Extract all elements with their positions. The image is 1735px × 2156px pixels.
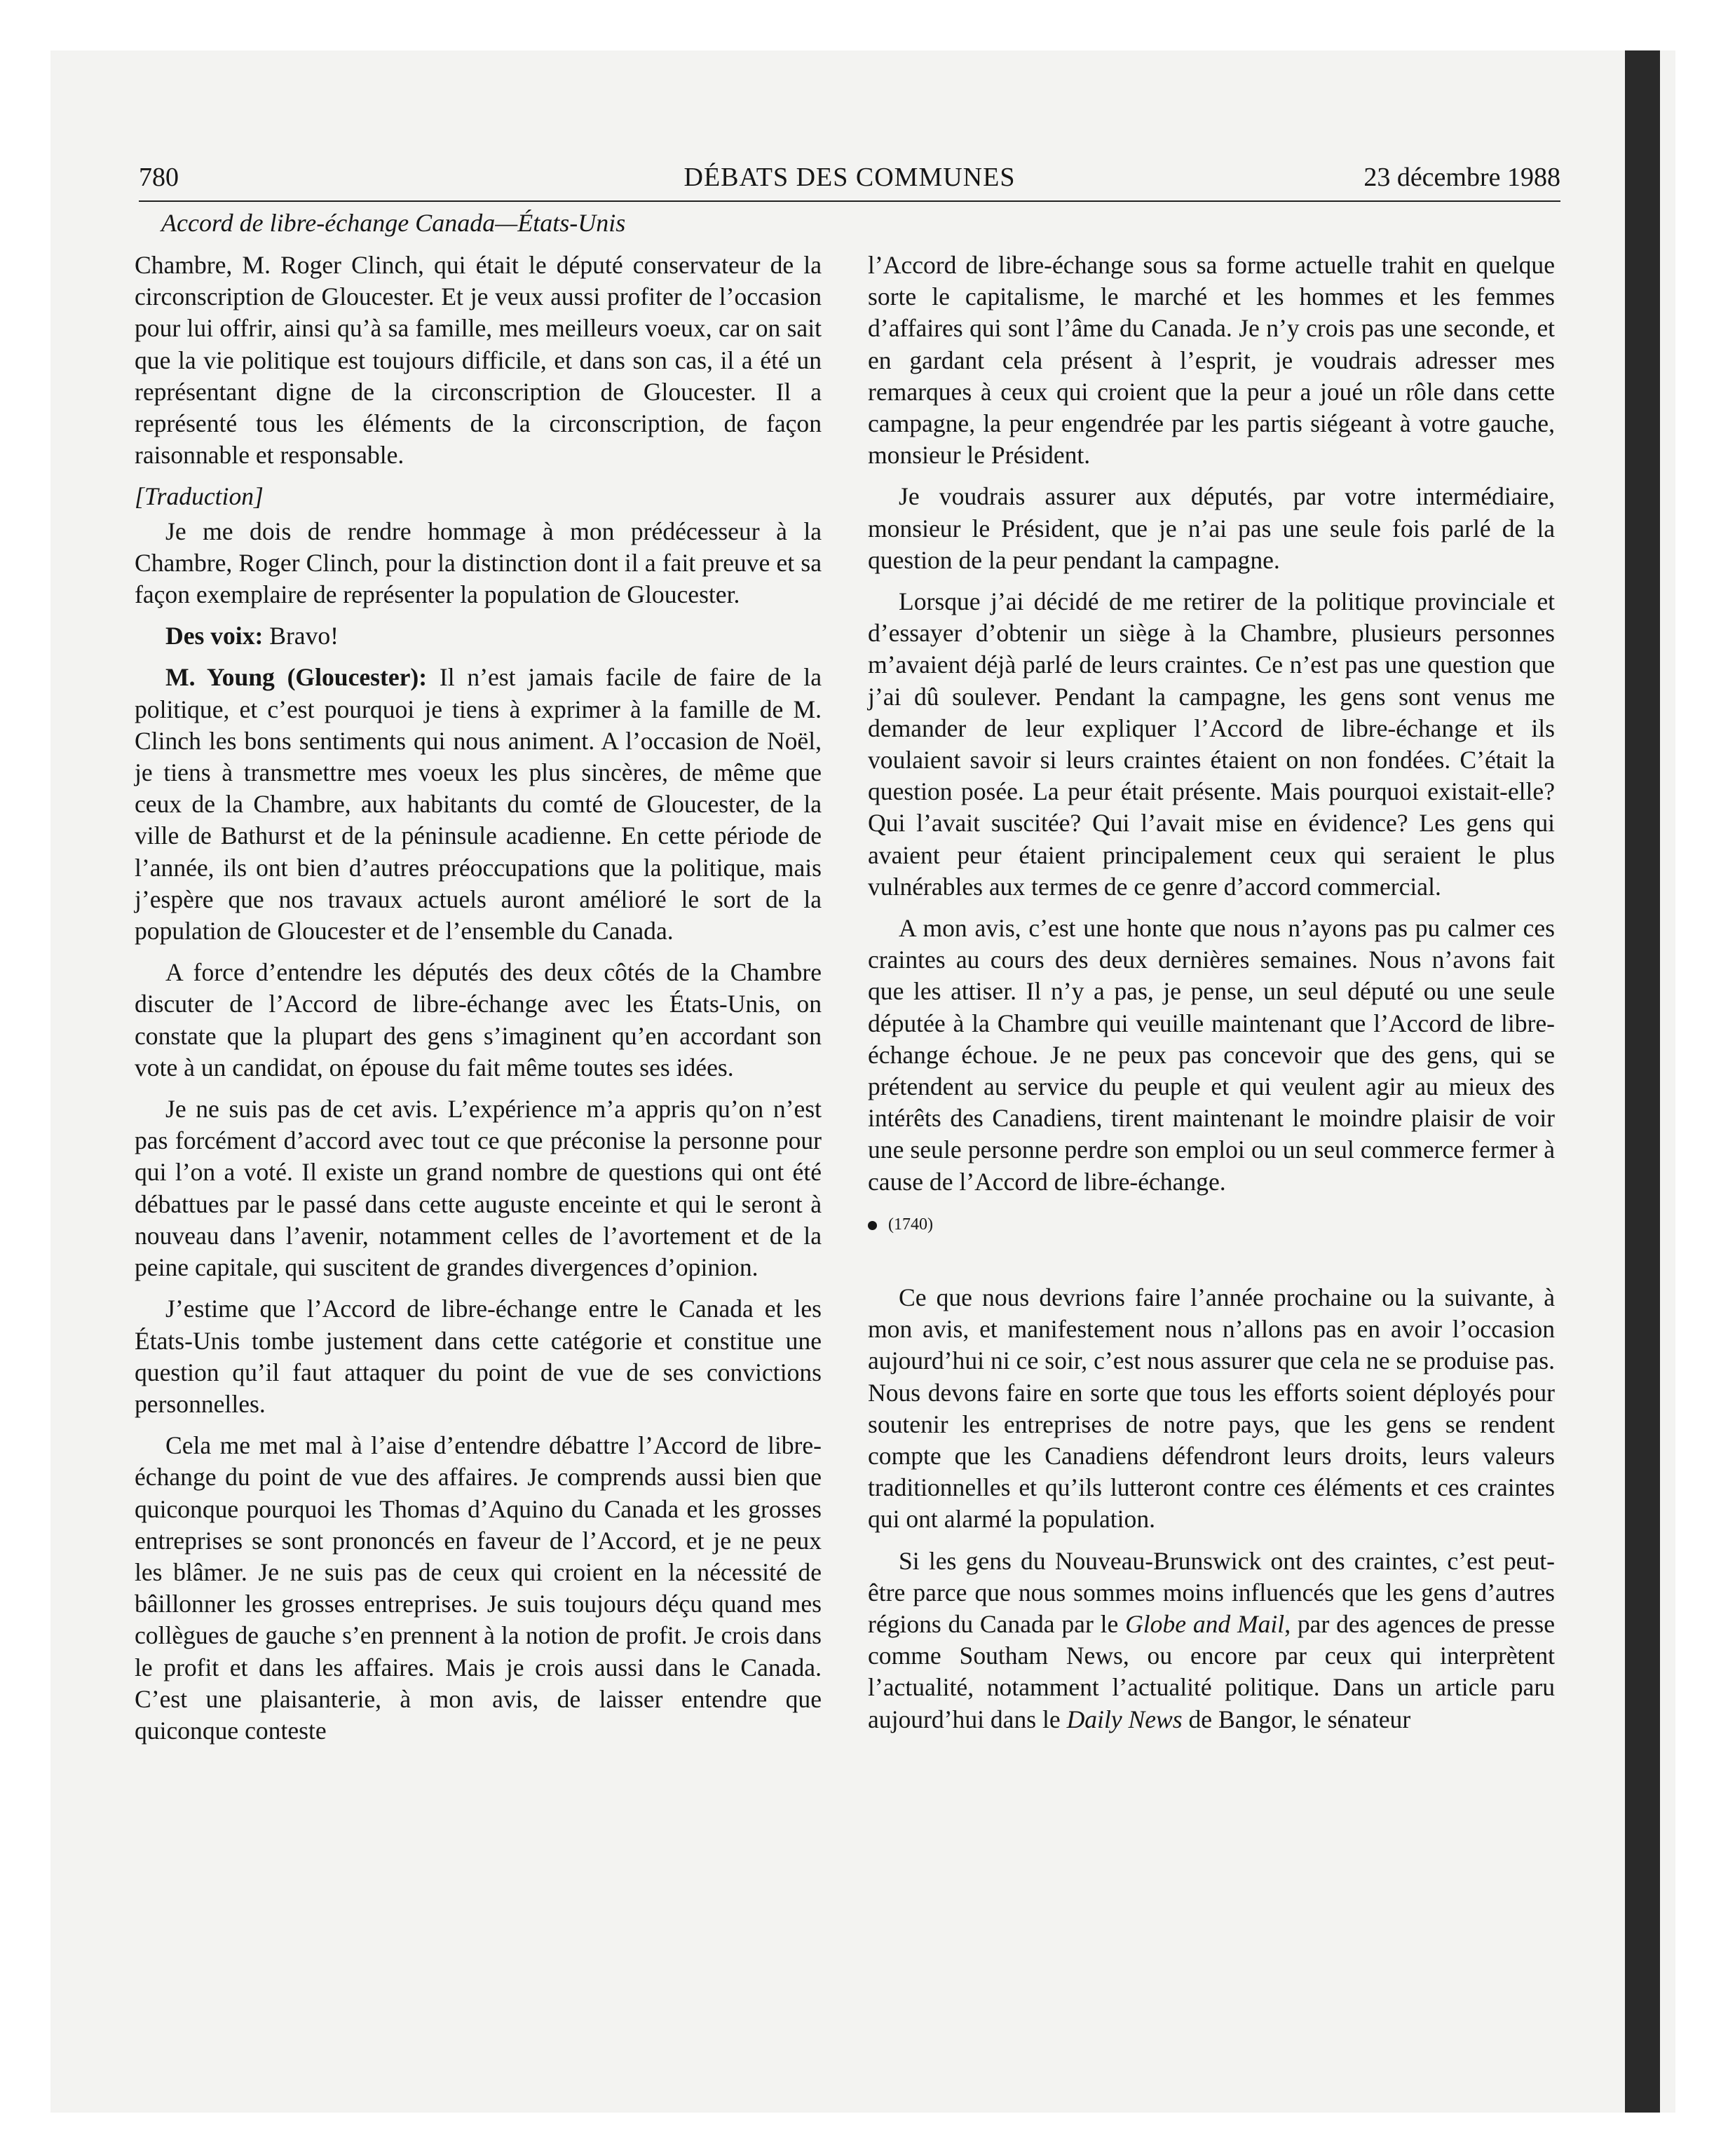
scan-edge-bar <box>1625 50 1660 2113</box>
text-run: Si les gens du Nouveau-Brunswick ont des craintes, c’est peut-être parce que nous sommes moins influencés que les gens d’autres régions du Canada par le <box>868 1546 1555 1638</box>
newspaper-title: Daily News <box>1066 1705 1183 1733</box>
time-marker-text: (1740) <box>888 1215 933 1234</box>
time-marker <box>868 1210 1555 1239</box>
bullet-icon <box>868 1221 877 1230</box>
paragraph: Ce que nous devrions faire l’année prochaine ou la suivante, à mon avis, et manifestement nous n’allons pas en avoir l’occasion aujourd’hui ni ce soir, c’est nous assurer que cela ne se produise pas. Nous devons faire en sorte que tous les efforts soient déployés pour soutenir les entreprises de notre pays, que les gens se rendent compte que les Canadiens défendront leurs droits, leurs valeurs traditionnelles et qu’ils lutteront contre ces éléments et ces craintes qui ont alarmé la population. <box>868 1283 1555 1534</box>
newspaper-title: Globe and Mail <box>1125 1609 1285 1638</box>
paragraph: Lorsque j’ai décidé de me retirer de la politique provinciale et d’essayer d’obtenir un siège à la Chambre, plusieurs personnes m’avaient déjà parlé de leurs craintes. Ce n’est pas une question que j’ai dû soulever. Pendant la campagne, les gens sont venus me demander de leur expliquer l’Accord de libre-échange et ils voulaient savoir si leurs craintes étaient on non fondées. C’était la question posée. La peur était présente. Mais pourquoi existait-elle? Qui l’avait suscitée? Qui l’avait mise en évidence? Les gens qui avaient peur étaient principalement ceux qui seraient le plus vulnérables aux termes de ce genre d’accord commercial. <box>868 587 1555 901</box>
text-run: , par des agences de presse comme Southam News, ou encore par ceux qui interprètent l’actualité, notamment l’actualité politique. Dans un article paru aujourd’hui dans le <box>868 1609 1555 1733</box>
paragraph: Chambre, M. Roger Clinch, qui était le député conservateur de la circonscription de Gloucester. Et je veux aussi profiter de l’occasion pour lui offrir, ainsi qu’à sa famille, mes meilleurs voeux, car on sait que la vie politique est toujours difficile, et dans son cas, il a été un représentant digne de la circonscription de Gloucester. Il a représenté tous les éléments de la circonscription, de façon raisonnable et responsable. <box>135 251 822 470</box>
right-column <box>868 250 1555 1745</box>
paragraph: l’Accord de libre-échange sous sa forme actuelle trahit en quelque sorte le capitalisme, le marché et les hommes et les femmes d’affaires qui sont l’âme du Canada. Je n’y crois pas une seconde, et en gardant cela présent à l’esprit, je voudrais adresser mes remarques à ceux qui croient que la peur a joué un rôle dans cette campagne, la peur engendrée par les partis siégeant à votre gauche, monsieur le Président. <box>868 251 1555 470</box>
speech-text: Il n’est jamais facile de faire de la politique, et c’est pourquoi je tiens à exprimer à la famille de M. Clinch les bons sentiments qui nous animent. A l’occasion de Noël, je tiens à transmettre mes voeux les plus sincères, de même que ceux de la Chambre, aux habitants du comté de Gloucester, de la ville de Bathurst et de la péninsule acadienne. En cette période de l’année, ils ont bien d’autres préoccupations que la politique, mais j’espère que nos travaux actuels auront amélioré le sort de la population de Gloucester et de l’ensemble du Canada. <box>135 663 822 946</box>
left-column <box>135 250 822 1756</box>
page-header <box>139 160 1560 199</box>
interjection <box>135 620 822 652</box>
header-rule <box>139 200 1560 202</box>
paragraph: A mon avis, c’est une honte que nous n’ayons pas pu calmer ces craintes au cours des deux dernières semaines. Nous n’avons fait que les attiser. Il n’y a pas, je pense, un seul député ou une seule députée à la Chambre qui veuille maintenant que l’Accord de libre-échange échoue. Je ne peux pas concevoir que des gens, qui se prétendent au service du peuple et qui veulent agir au mieux des intérêts des Canadiens, tirent maintenant le moindre plaisir de voir une seule personne perdre son emploi ou un seul commerce fermer à cause de l’Accord de libre-échange. <box>868 914 1555 1196</box>
paragraph: Je voudrais assurer aux députés, par votre intermédiaire, monsieur le Président, que je n’ai pas une seule fois parlé de la question de la peur pendant la campagne. <box>868 482 1555 574</box>
running-subject: Accord de libre-échange Canada—États-Unis <box>161 209 626 237</box>
paragraph: Je ne suis pas de cet avis. L’expérience m’a appris qu’on n’est pas forcément d’accord avec tout ce que préconise la personne pour qui l’on a voté. Il existe un grand nombre de questions qui ont été débattues par le passé dans cette auguste enceinte et qui le seront à nouveau dans l’avenir, notamment celles de l’avortement et de la peine capitale, qui suscitent de grandes divergences d’opinion. <box>135 1095 822 1282</box>
interjection-text: Bravo! <box>263 622 339 650</box>
speech-paragraph <box>135 662 822 947</box>
speaker-label: Des voix: <box>165 622 264 650</box>
translation-note: [Traduction] <box>135 482 264 511</box>
paragraph <box>868 1546 1555 1735</box>
page-date: 23 décembre 1988 <box>1363 163 1560 192</box>
text-run: de Bangor, le sénateur <box>1182 1705 1411 1733</box>
paragraph: J’estime que l’Accord de libre-échange entre le Canada et les États-Unis tombe justement dans cette catégorie et constitue une question qu’il faut attaquer du point de vue de ses convictions personnelles. <box>135 1295 822 1418</box>
paragraph: A force d’entendre les députés des deux côtés de la Chambre discuter de l’Accord de libre-échange avec les États-Unis, on constate que la plupart des gens s’imaginent qu’en accordant son vote à un candidat, on épouse du fait même toutes ses idées. <box>135 958 822 1082</box>
speaker-label: M. Young (Gloucester): <box>165 663 428 692</box>
paragraph: Je me dois de rendre hommage à mon prédécesseur à la Chambre, Roger Clinch, pour la distinction dont il a fait preuve et sa façon exemplaire de représenter la population de Gloucester. <box>135 517 822 609</box>
paragraph: Cela me met mal à l’aise d’entendre débattre l’Accord de libre-échange du point de vue des affaires. Je comprends aussi bien que quiconque pourquoi les Thomas d’Aquino du Canada et les grosses entreprises se sont prononcés en faveur de l’Accord, et je ne peux les blâmer. Je ne suis pas de ceux qui croient en la nécessité de bâillonner les grosses entreprises. Je suis toujours déçu quand mes collègues de gauche s’en prennent à la notion de profit. Je crois dans le profit et dans les affaires. Mais je crois aussi dans le Canada. C’est une plaisanterie, à mon avis, de laisser entendre que quiconque conteste <box>135 1431 822 1745</box>
publication-title: DÉBATS DES COMMUNES <box>683 163 1016 192</box>
page-number: 780 <box>139 163 179 192</box>
